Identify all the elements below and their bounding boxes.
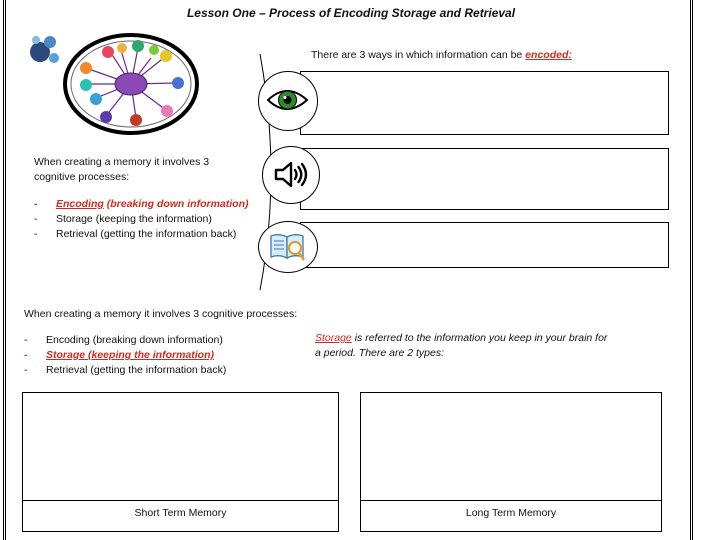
brain-network-illustration [26,28,206,136]
eye-icon [259,72,316,129]
lesson-title: Lesson One – Process of Encoding Storage and Retrieval [186,6,516,20]
semantic-encoding-box[interactable] [300,222,669,268]
acoustic-encoding-box[interactable] [300,148,669,210]
storage-note-line1: Storage is referred to the information you keep in your brain for [315,332,608,344]
list-item-storage: - Storage (keeping the information) [34,213,212,225]
section1-intro-line1: When creating a memory it involves 3 [34,156,210,168]
short-term-divider [23,500,338,501]
speaker-icon [263,147,318,202]
section1-list [34,197,249,242]
section2-list [24,333,226,378]
storage-note-line2: a period. There are 2 types: [315,347,444,359]
list-item-encoding: - Encoding (breaking down information) [34,198,249,210]
semantic-circle [258,221,318,273]
visual-circle [258,71,318,131]
list-item-encoding: - Encoding (breaking down information) [24,334,223,346]
short-term-memory-box[interactable] [22,392,339,532]
list-item-retrieval: - Retrieval (getting the information back) [34,228,237,240]
visual-encoding-box[interactable] [300,71,669,135]
list-item-retrieval: - Retrieval (getting the information back) [24,364,227,376]
long-term-memory-box[interactable] [360,392,662,532]
long-term-memory-label: Long Term Memory [465,507,557,519]
storage-note [315,331,607,361]
list-item-storage: - Storage (keeping the information) [24,349,215,361]
book-magnifier-icon [259,222,316,271]
short-term-memory-label: Short Term Memory [134,507,227,519]
section2-intro: When creating a memory it involves 3 cognitive processes: [24,308,298,320]
acoustic-circle [262,146,320,204]
encoded-highlight: encoded: [525,49,572,61]
long-term-divider [361,500,661,501]
encode-intro: There are 3 ways in which information can be encoded: [311,49,572,61]
section1-intro-line2: cognitive processes: [34,171,130,183]
